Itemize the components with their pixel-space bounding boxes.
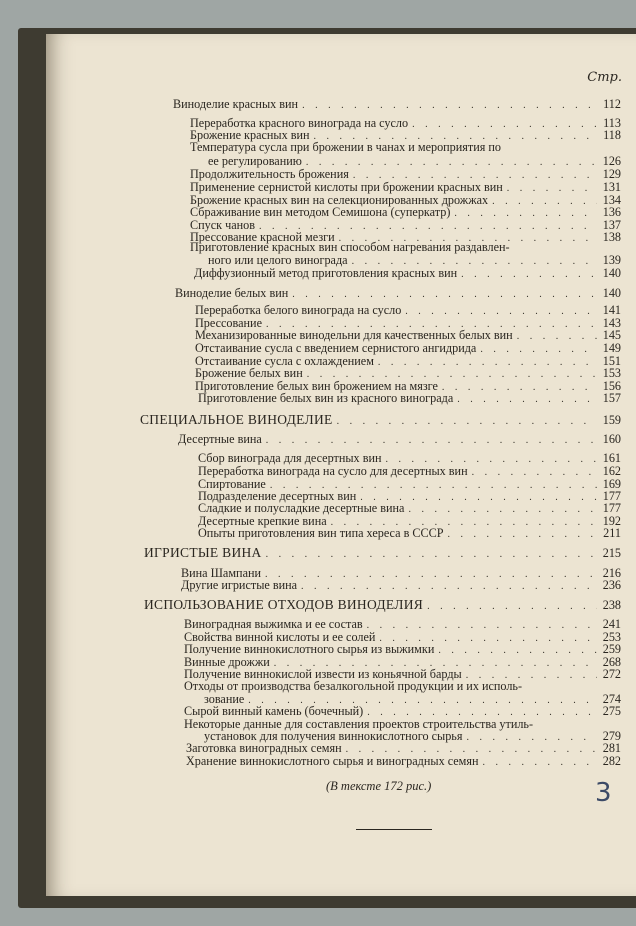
entry-title: Приготовление белых вин из красного винограда (198, 391, 454, 405)
entry-page: 268 (602, 655, 621, 669)
entry-page: 139 (602, 253, 621, 267)
toc-heading (144, 598, 621, 613)
entry-page: 282 (602, 754, 621, 768)
entry-page: 169 (602, 477, 621, 491)
entry-page: 177 (602, 489, 621, 503)
entry-page: 136 (602, 205, 621, 219)
entry-title: Продолжительность брожения (190, 167, 349, 181)
entry-title: Вина Шампани (181, 566, 262, 580)
entry-page: 145 (602, 328, 621, 342)
entry-title: Сладкие и полусладкие десертные вина (198, 501, 405, 515)
page-column-header: Стр. (587, 70, 622, 85)
pencil-page-mark: 3 (595, 778, 612, 808)
dot-leader (266, 434, 597, 447)
entry-title: Десертные крепкие вина (198, 514, 327, 528)
entry-title: зование (204, 692, 245, 706)
entry-page: 157 (602, 391, 621, 405)
entry-title: Переработка красного винограда на сусло (190, 116, 409, 130)
entry-title: Опыты приготовления вин типа хереса в СССР (198, 526, 444, 540)
toc-entry (198, 527, 621, 541)
entry-page: 134 (602, 193, 621, 207)
entry-title: Отстаивание сусла с охлаждением (195, 354, 374, 368)
entry-page: 153 (602, 366, 621, 380)
entry-page: 118 (603, 128, 621, 142)
entry-title: Отстаивание сусла с введением сернистого ангидрида (195, 341, 477, 355)
entry-page: 140 (602, 286, 621, 300)
entry-title: Сырой винный камень (бочечный) (184, 704, 364, 718)
entry-title: Винные дрожжи (184, 655, 270, 669)
entry-page: 192 (602, 514, 621, 528)
entry-title: Свойства винной кислоты и ее солей (184, 630, 376, 644)
entry-title: Диффузионный метод приготовления красных вин (194, 266, 458, 280)
entry-title: ее регулированию (208, 154, 302, 168)
entry-title: Заготовка виноградных семян (186, 741, 342, 755)
toc-entry (198, 392, 621, 406)
entry-page: 160 (602, 432, 621, 446)
entry-page: 216 (602, 566, 621, 580)
entry-title: Получение виннокислотного сырья из выжимки (184, 642, 435, 656)
figure-count-note: (В тексте 172 рис.) (326, 779, 432, 793)
divider-rule (356, 829, 432, 830)
entry-page: 137 (602, 218, 621, 232)
toc-heading (144, 546, 621, 561)
entry-title: Подразделение десертных вин (198, 489, 357, 503)
dot-leader (337, 415, 597, 428)
toc-entry-line: Некоторые данные для составления проектов строительства утиль- (184, 717, 534, 731)
entry-title: Спуск чанов (190, 218, 256, 232)
entry-title: Виноделие красных вин (173, 97, 299, 111)
toc-entry (194, 267, 621, 281)
entry-page: 215 (602, 546, 621, 560)
entry-page: 162 (602, 464, 621, 478)
toc-entry (186, 755, 621, 769)
entry-title: Сбор винограда для десертных вин (198, 451, 382, 465)
entry-page: 238 (602, 598, 621, 612)
entry-title: Приготовление белых вин брожением на мязге (195, 379, 438, 393)
entry-title: Брожение красных вин на селекционированных дрожжах (190, 193, 489, 207)
entry-title: ИСПОЛЬЗОВАНИЕ ОТХОДОВ ВИНОДЕЛИЯ (144, 597, 424, 612)
dot-leader (461, 268, 597, 281)
entry-page: 141 (602, 303, 621, 317)
entry-title: установок для получения виннокислотного сырья (204, 729, 463, 743)
entry-title: Брожение красных вин (190, 128, 310, 142)
entry-title: Другие игристые вина (181, 578, 298, 592)
entry-title: ИГРИСТЫЕ ВИНА (144, 545, 262, 560)
entry-title: Механизированные винодельни для качественных белых вин (195, 328, 513, 342)
toc-entry-line: Отходы от производства безалкогольной продукции и их исполь- (184, 679, 523, 693)
entry-title: Сбраживание вин методом Семишона (суперкатр) (190, 205, 451, 219)
entry-page: 272 (602, 667, 621, 681)
dot-leader (457, 393, 597, 406)
entry-page: 143 (602, 316, 621, 330)
entry-page: 159 (602, 413, 621, 427)
entry-page: 236 (602, 578, 621, 592)
entry-title: Получение виннокислой извести из коньячной барды (184, 667, 462, 681)
entry-page: 140 (602, 266, 621, 280)
entry-title: Брожение белых вин (195, 366, 303, 380)
entry-title: Прессование (195, 316, 262, 330)
entry-title: Применение сернистой кислоты при брожении красных вин (190, 180, 503, 194)
entry-page: 161 (602, 451, 621, 465)
dot-leader (301, 580, 597, 593)
toc-entry (175, 287, 621, 301)
entry-title: Хранение виннокислотного сырья и виноградных семян (186, 754, 479, 768)
toc-entry-line: Температура сусла при брожении в чанах и мероприятия по (190, 140, 502, 154)
toc-entry (178, 433, 621, 447)
toc-entry-line: Приготовление красных вин способом нагревания раздавлен- (190, 240, 510, 254)
entry-page: 112 (603, 97, 621, 111)
entry-title: ного или целого винограда (208, 253, 348, 267)
entry-page: 151 (602, 354, 621, 368)
entry-page: 259 (602, 642, 621, 656)
toc-heading (140, 413, 621, 428)
entry-title: СПЕЦИАЛЬНОЕ ВИНОДЕЛИЕ (140, 412, 333, 427)
entry-page: 279 (602, 729, 621, 743)
entry-title: Десертные вина (178, 432, 262, 446)
entry-page: 281 (602, 741, 621, 755)
dot-leader (483, 756, 597, 769)
toc-entry (181, 579, 621, 593)
entry-title: Переработка винограда на сусло для десертных вин (198, 464, 468, 478)
entry-title: Переработка белого винограда на сусло (195, 303, 402, 317)
entry-page: 149 (602, 341, 621, 355)
entry-page: 138 (602, 230, 621, 244)
entry-page: 274 (602, 692, 621, 706)
toc-entry (173, 98, 621, 112)
entry-title: Виноградная выжимка и ее состав (184, 617, 363, 631)
entry-page: 211 (603, 526, 621, 540)
entry-page: 156 (602, 379, 621, 393)
dot-leader (302, 99, 597, 112)
entry-page: 275 (602, 704, 621, 718)
entry-page: 131 (602, 180, 621, 194)
entry-title: Прессование красной мезги (190, 230, 335, 244)
entry-page: 113 (603, 116, 621, 130)
dot-leader (427, 600, 597, 613)
entry-page: 177 (602, 501, 621, 515)
dot-leader (448, 528, 597, 541)
entry-title: Спиртование (198, 477, 266, 491)
entry-page: 253 (602, 630, 621, 644)
entry-page: 126 (602, 154, 621, 168)
entry-page: 241 (602, 617, 621, 631)
dot-leader (266, 548, 597, 561)
dot-leader (292, 288, 597, 301)
entry-title: Виноделие белых вин (175, 286, 289, 300)
entry-page: 129 (602, 167, 621, 181)
